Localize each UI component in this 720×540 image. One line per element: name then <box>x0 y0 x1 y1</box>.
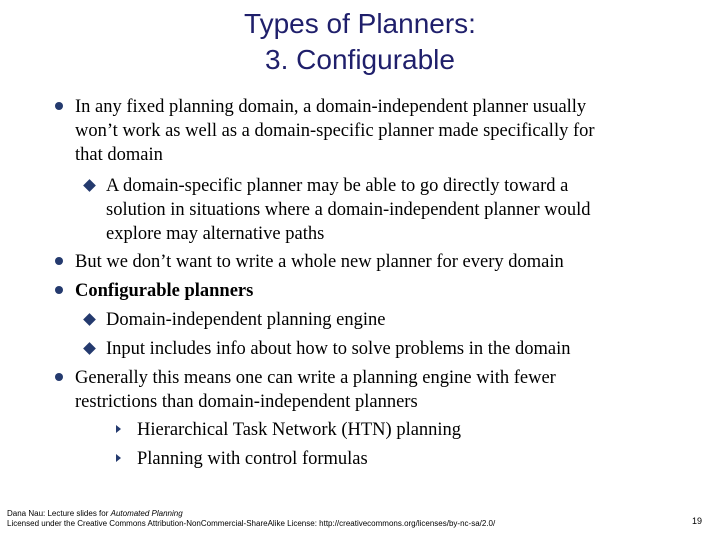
bullet-1-sub-line-1: A domain-specific planner may be able to go directly toward a <box>106 176 569 196</box>
page-number: 19 <box>692 516 703 526</box>
sub-bullet-diamond-icon <box>83 179 96 192</box>
sub-bullet-triangle-icon <box>116 425 121 433</box>
sub-bullet-triangle-icon <box>116 454 121 462</box>
slide-footer <box>7 509 495 529</box>
title-line-2: 3. Configurable <box>265 44 455 75</box>
bullet-2: But we don’t want to write a whole new planner for every domain <box>75 252 564 272</box>
bullet-dot-icon <box>55 286 63 294</box>
bullet-3-sub-2: Input includes info about how to solve problems in the domain <box>106 339 571 359</box>
bullet-1 <box>75 95 595 167</box>
bullet-3-sub-1: Domain-independent planning engine <box>106 310 386 330</box>
bullet-4-sub-2: Planning with control formulas <box>137 449 368 469</box>
title-line-1: Types of Planners: <box>244 8 476 39</box>
bullet-1-line-1: In any fixed planning domain, a domain-independent planner usually <box>75 97 587 117</box>
footer-license: Licensed under the Creative Commons Attribution-NonCommercial-ShareAlike License: http://creativecommons.org/licenses/by-nc-sa/2.0/ <box>7 519 496 528</box>
bullet-1-line-3: that domain <box>75 145 163 165</box>
bullet-4-line-1: Generally this means one can write a planning engine with fewer <box>75 368 556 388</box>
bullet-4 <box>75 366 556 414</box>
bullet-3: Configurable planners <box>75 281 254 301</box>
footer-book-title: Automated Planning <box>110 509 183 518</box>
bullet-dot-icon <box>55 257 63 265</box>
bullet-1-sub-line-2: solution in situations where a domain-independent planner would <box>106 200 591 220</box>
bullet-dot-icon <box>55 102 63 110</box>
footer-credit: Dana Nau: Lecture slides for <box>7 509 111 518</box>
bullet-4-line-2: restrictions than domain-independent planners <box>75 392 418 412</box>
bullet-1-line-2: won’t work as well as a domain-specific planner made specifically for <box>75 121 595 141</box>
bullet-dot-icon <box>55 373 63 381</box>
bullet-4-sub-1: Hierarchical Task Network (HTN) planning <box>137 420 462 440</box>
footer-line-1 <box>7 509 495 519</box>
bullet-1-sub-line-3: explore may alternative paths <box>106 224 325 244</box>
sub-bullet-diamond-icon <box>83 342 96 355</box>
bullet-1-sub <box>106 174 591 246</box>
sub-bullet-diamond-icon <box>83 313 96 326</box>
